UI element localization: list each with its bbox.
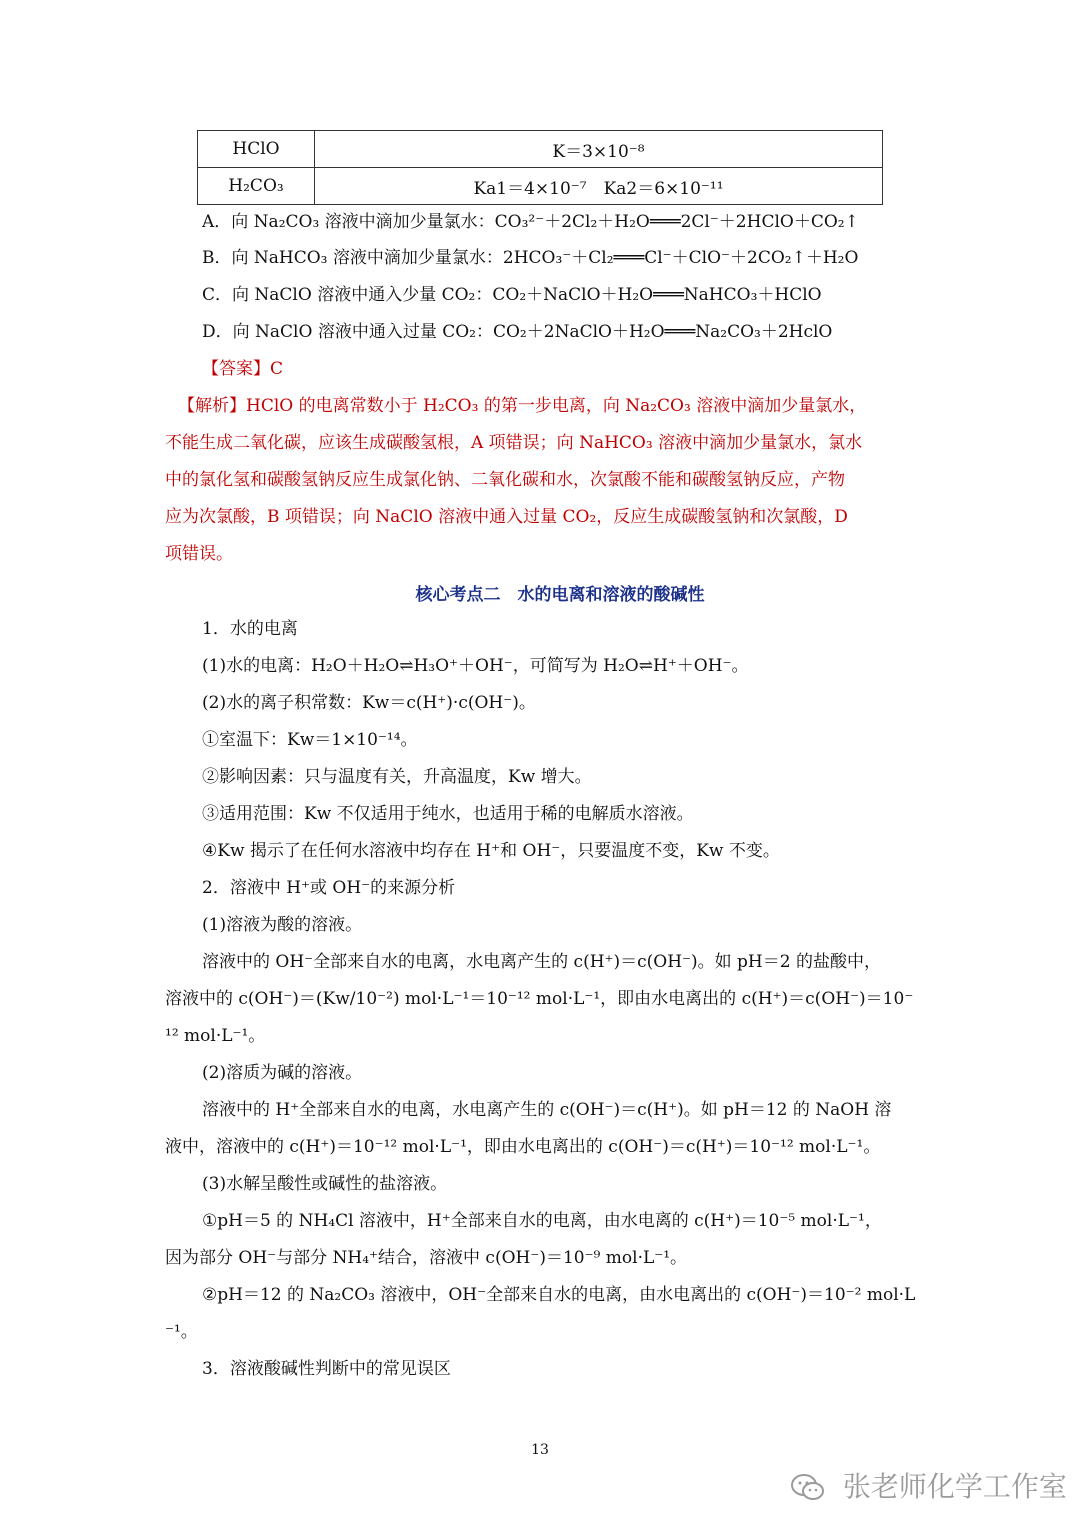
body-line: 溶液中的 H⁺全部来自水的电离，水电离产生的 c(OH⁻)＝c(H⁺)。如 pH＝12 的 NaOH 溶 [202,1100,892,1120]
table-row [198,131,883,168]
body-line: ⁻¹。 [165,1322,198,1342]
table-cell-value: K＝3×10⁻⁸ [315,131,883,168]
option-c: C．向 NaClO 溶液中通入少量 CO₂：CO₂＋NaClO＋H₂O═══NaHCO₃＋HClO [202,285,822,305]
body-line: (2)水的离子积常数：Kw＝c(H⁺)·c(OH⁻)。 [202,693,536,713]
analysis-line: 中的氯化氢和碳酸氢钠反应生成氯化钠、二氧化碳和水，次氯酸不能和碳酸氢钠反应，产物 [165,470,845,490]
body-line: 2．溶液中 H⁺或 OH⁻的来源分析 [202,878,456,898]
body-line: 液中，溶液中的 c(H⁺)＝10⁻¹² mol·L⁻¹，即由水电离出的 c(OH⁻)＝c(H⁺)＝10⁻¹² mol·L⁻¹。 [165,1137,881,1157]
analysis-line: 应为次氯酸，B 项错误；向 NaClO 溶液中通入过量 CO₂，反应生成碳酸氢钠和次氯酸，D [165,507,848,527]
table-row [198,168,883,205]
body-line: 因为部分 OH⁻与部分 NH₄⁺结合，溶液中 c(OH⁻)＝10⁻⁹ mol·L⁻¹。 [165,1248,688,1268]
analysis-line: 项错误。 [165,544,233,564]
answer: 【答案】C [202,359,284,379]
watermark [790,1465,1067,1505]
body-line: ③适用范围：Kw 不仅适用于纯水，也适用于稀的电解质水溶液。 [202,804,694,824]
analysis-line: 【解析】HClO 的电离常数小于 H₂CO₃ 的第一步电离，向 Na₂CO₃ 溶液中滴加少量氯水， [178,396,867,416]
option-d: D．向 NaClO 溶液中通入过量 CO₂：CO₂＋2NaClO＋H₂O═══Na₂CO₃＋2HclO [202,322,833,342]
constants-table [197,130,883,205]
body-line: ¹² mol·L⁻¹。 [165,1026,266,1046]
wechat-icon [790,1473,826,1503]
body-line: ①室温下：Kw＝1×10⁻¹⁴。 [202,730,418,750]
table-cell-value: Ka1＝4×10⁻⁷ Ka2＝6×10⁻¹¹ [315,168,883,205]
option-b: B．向 NaHCO₃ 溶液中滴加少量氯水：2HCO₃⁻＋Cl₂═══Cl⁻＋ClO⁻＋2CO₂↑＋H₂O [202,248,859,268]
watermark-text: 张老师化学工作室 [842,1470,1067,1503]
body-line: ①pH＝5 的 NH₄Cl 溶液中，H⁺全部来自水的电离，由水电离的 c(H⁺)＝10⁻⁵ mol·L⁻¹， [202,1211,882,1231]
body-line: (3)水解呈酸性或碱性的盐溶液。 [202,1174,448,1194]
body-line: (1)溶液为酸的溶液。 [202,915,363,935]
body-line: ②影响因素：只与温度有关，升高温度，Kw 增大。 [202,767,592,787]
table-cell-name: HClO [198,131,315,168]
section-heading: 核心考点二 水的电离和溶液的酸碱性 [415,585,705,605]
body-line: ②pH＝12 的 Na₂CO₃ 溶液中，OH⁻全部来自水的电离，由水电离出的 c(OH⁻)＝10⁻² mol·L [202,1285,916,1305]
table-cell-name: H₂CO₃ [198,168,315,205]
body-line: ④Kw 揭示了在任何水溶液中均存在 H⁺和 OH⁻，只要温度不变，Kw 不变。 [202,841,780,861]
option-a: A．向 Na₂CO₃ 溶液中滴加少量氯水：CO₃²⁻＋2Cl₂＋H₂O═══2Cl⁻＋2HClO＋CO₂↑ [202,212,859,232]
body-line: (2)溶质为碱的溶液。 [202,1063,363,1083]
body-line: 3．溶液酸碱性判断中的常见误区 [202,1359,451,1379]
body-line: (1)水的电离：H₂O＋H₂O⇌H₃O⁺＋OH⁻，可简写为 H₂O⇌H⁺＋OH⁻。 [202,656,749,676]
body-line: 1．水的电离 [202,619,298,639]
body-line: 溶液中的 c(OH⁻)＝(Kw/10⁻²) mol·L⁻¹＝10⁻¹² mol·L⁻¹，即由水电离出的 c(H⁺)＝c(OH⁻)＝10⁻ [165,989,914,1009]
body-line: 溶液中的 OH⁻全部来自水的电离，水电离产生的 c(H⁺)＝c(OH⁻)。如 pH＝2 的盐酸中， [202,952,881,972]
analysis-line: 不能生成二氧化碳，应该生成碳酸氢根，A 项错误；向 NaHCO₃ 溶液中滴加少量氯水，氯水 [165,433,863,453]
page-number: 13 [531,1442,549,1458]
